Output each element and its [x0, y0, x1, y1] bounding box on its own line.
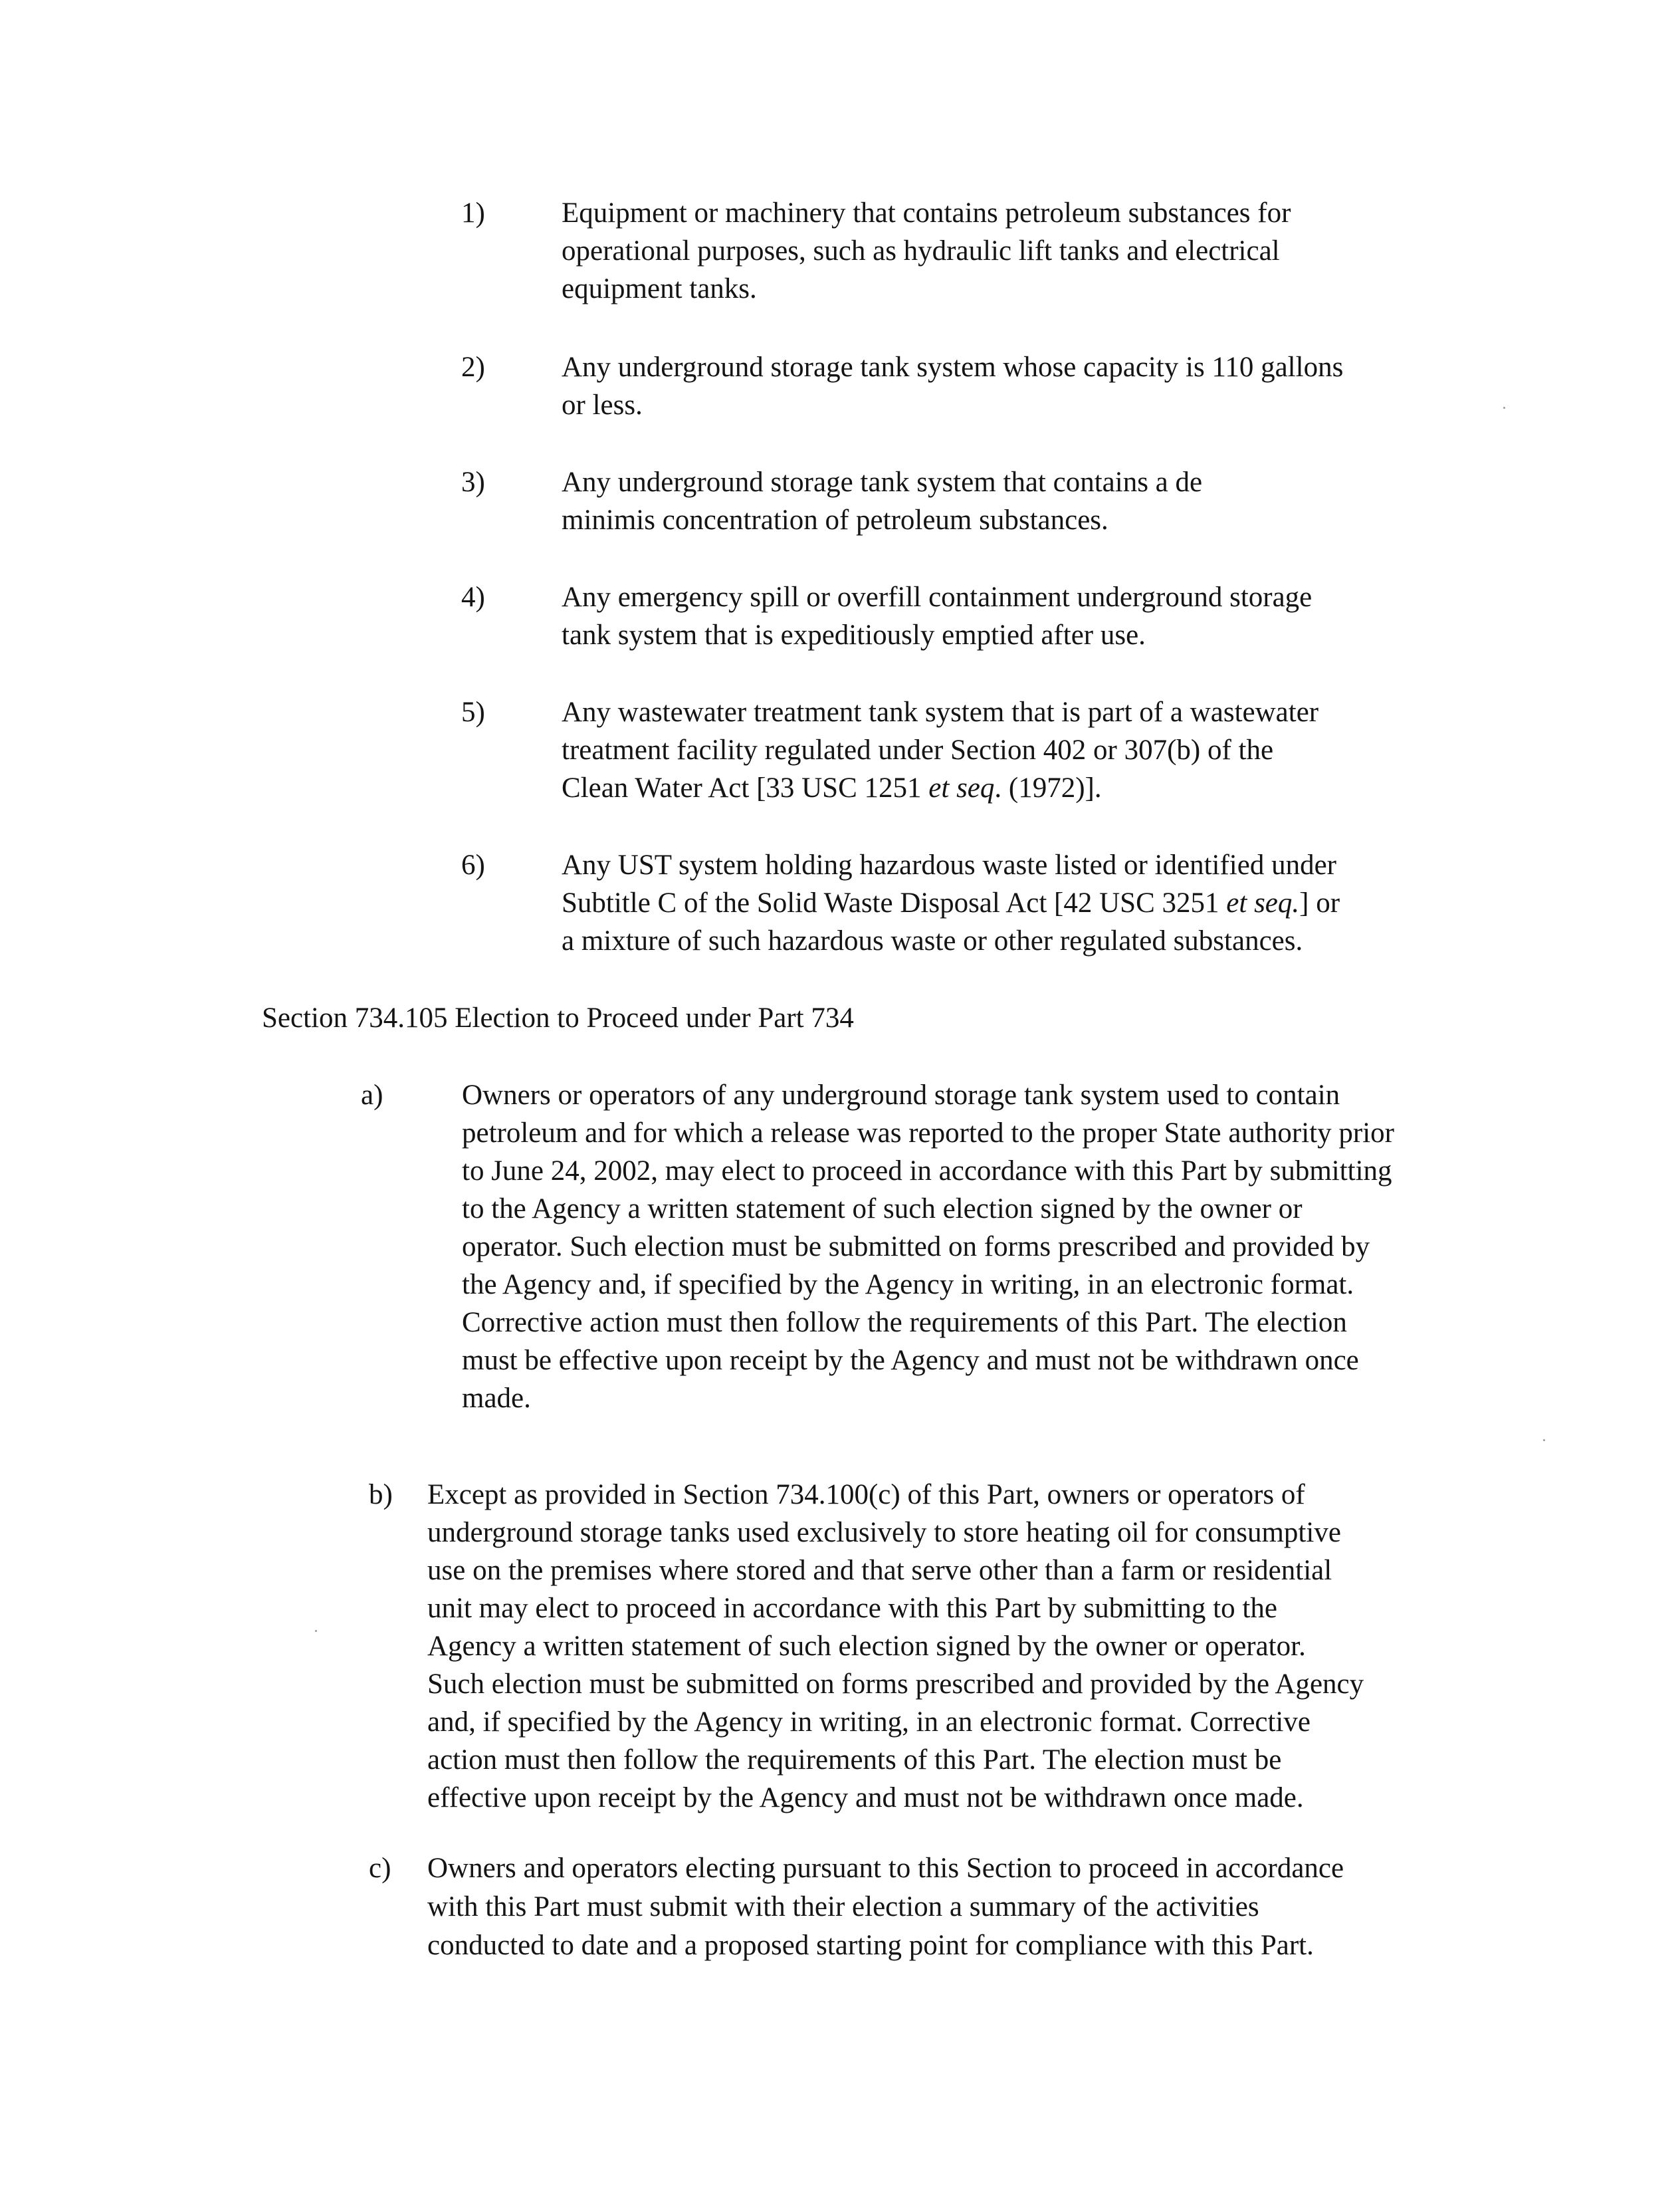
- subsection-b-marker: b): [369, 1479, 393, 1510]
- italic-et-seq: et seq.: [1226, 887, 1300, 919]
- subsection-b-text: Except as provided in Section 734.100(c) of this Part, owners or operators of underground storage tanks used exclusively to store heating oil for consumptive use on the premises where stored and that serve other than a farm or residential unit may elect to proceed in accordance with this Part by submitting to the Agency a written statement of such election signed by the owner or operator. Such election must be submitted on forms prescribed and provided by the Agency and, if specified by the Agency in writing, in an electronic format. Corrective action must then follow the requirements of this Part. The election must be effective upon receipt by the Agency and must not be withdrawn once made.: [427, 1479, 1364, 1813]
- item-6-marker: 6): [461, 850, 485, 881]
- item-1-text: Equipment or machinery that contains petroleum substances for operational purposes, such as hydraulic lift tanks and electrical equipment tanks.: [562, 197, 1291, 304]
- scan-speck: [1543, 1439, 1545, 1441]
- subsection-c-marker: c): [369, 1853, 391, 1884]
- item-5-marker: 5): [461, 697, 485, 728]
- item-1-marker: 1): [461, 197, 485, 229]
- item-6-text: Any UST system holding hazardous waste listed or identified under Subtitle C of the Solid Waste Disposal Act [42 USC 3251 et seq.] or a mixture of such hazardous waste or other regulated substances.: [562, 850, 1340, 957]
- scan-speck: [1503, 407, 1505, 409]
- section-heading: Section 734.105 Election to Proceed under Part 734: [262, 1002, 854, 1034]
- item-2-marker: 2): [461, 352, 485, 383]
- item-5-text: Any wastewater treatment tank system that is part of a wastewater treatment facility regulated under Section 402 or 307(b) of the Clean Water Act [33 USC 1251 et seq. (1972)].: [562, 697, 1319, 804]
- subsection-a-text: Owners or operators of any underground storage tank system used to contain petroleum and for which a release was reported to the proper State authority prior to June 24, 2002, may elect to proceed in accordance with this Part by submitting to the Agency a written statement of such election signed by the owner or operator. Such election must be submitted on forms prescribed and provided by the Agency and, if specified by the Agency in writing, in an electronic format. Corrective action must then follow the requirements of this Part. The election must be effective upon receipt by the Agency and must not be withdrawn once made.: [462, 1080, 1394, 1414]
- item-3-text: Any underground storage tank system that contains a de minimis concentration of petroleum substances.: [562, 467, 1203, 536]
- item-3-marker: 3): [461, 467, 485, 498]
- item-4-text: Any emergency spill or overfill containment underground storage tank system that is expeditiously emptied after use.: [562, 582, 1312, 651]
- subsection-a-marker: a): [361, 1080, 383, 1111]
- item-4-marker: 4): [461, 582, 485, 613]
- subsection-c-text: Owners and operators electing pursuant to this Section to proceed in accordance with this Part must submit with their election a summary of the activities conducted to date and a proposed starting point for compliance with this Part.: [427, 1853, 1344, 1961]
- scan-speck: [315, 1630, 317, 1632]
- item-2-text: Any underground storage tank system whose capacity is 110 gallons or less.: [562, 352, 1344, 421]
- italic-et-seq: et seq: [928, 772, 995, 804]
